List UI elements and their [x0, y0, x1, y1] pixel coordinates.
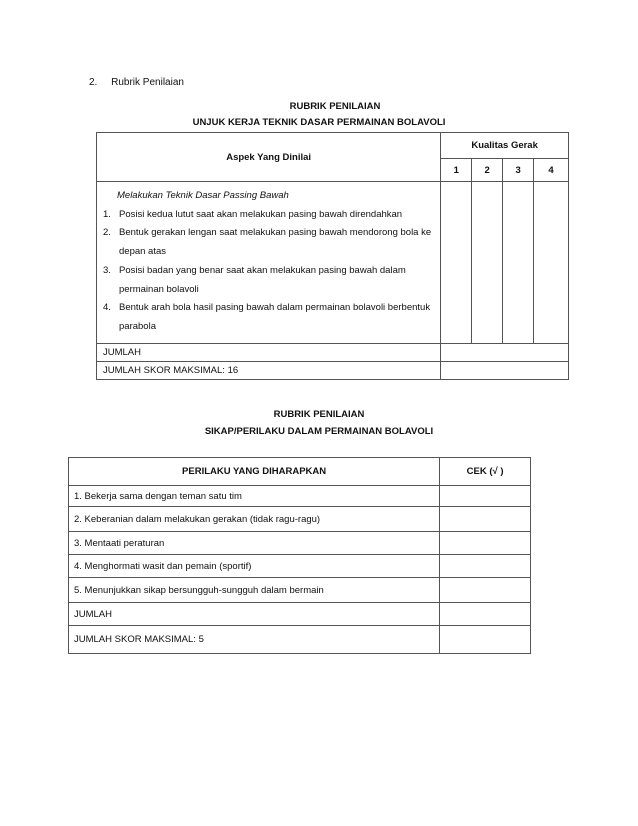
rubric1-title: RUBRIK PENILAIAN — [289, 101, 381, 112]
rubric1-subtitle: UNJUK KERJA TEKNIK DASAR PERMAINAN BOLAVOLI — [192, 117, 446, 128]
header-cek: CEK (√ ) — [440, 458, 531, 486]
aspect-item: 2. Bentuk gerakan lengan saat melakukan pasing bawah mendorong bola ke depan atas — [103, 227, 432, 258]
jumlah-label: JUMLAH — [69, 603, 440, 626]
aspect-list — [97, 182, 441, 344]
score-header: 3 — [503, 159, 534, 182]
jumlah-label: JUMLAH — [97, 343, 441, 361]
jumlah-value[interactable] — [441, 343, 569, 361]
behavior-item: 1. Bekerja sama dengan teman satu tim — [69, 486, 440, 507]
rubric2-subtitle: SIKAP/PERILAKU DALAM PERMAINAN BOLAVOLI — [204, 426, 434, 437]
behavior-item: 4. Menghormati wasit dan pemain (sportif) — [69, 555, 440, 578]
skor-maks-value[interactable] — [440, 626, 531, 654]
score-header: 4 — [534, 159, 569, 182]
aspect-title: Melakukan Teknik Dasar Passing Bawah — [117, 190, 289, 201]
rubric2-title: RUBRIK PENILAIAN — [273, 409, 365, 420]
rubric2-table — [68, 457, 531, 654]
skor-maks-label: JUMLAH SKOR MAKSIMAL: 5 — [69, 626, 440, 654]
behavior-item: 5. Menunjukkan sikap bersungguh-sungguh dalam bermain — [69, 578, 440, 603]
score-header: 1 — [441, 159, 472, 182]
score-cell[interactable] — [503, 182, 534, 344]
check-cell[interactable] — [440, 532, 531, 555]
behavior-item: 2. Keberanian dalam melakukan gerakan (tidak ragu-ragu) — [69, 507, 440, 532]
check-cell[interactable] — [440, 486, 531, 507]
header-perilaku: PERILAKU YANG DIHARAPKAN — [69, 458, 440, 486]
section-title: Rubrik Penilaian — [111, 77, 184, 88]
rubric1-table — [96, 132, 569, 380]
aspect-item: 3. Posisi badan yang benar saat akan melakukan pasing bawah dalam permainan bolavoli — [103, 264, 406, 295]
section-number: 2. — [89, 77, 98, 88]
behavior-item: 3. Mentaati peraturan — [69, 532, 440, 555]
score-cell[interactable] — [472, 182, 503, 344]
aspect-item: 4. Bentuk arah bola hasil pasing bawah dalam permainan bolavoli berbentuk parabola — [103, 302, 431, 332]
skor-maks-value[interactable] — [441, 361, 569, 379]
check-cell[interactable] — [440, 578, 531, 603]
section-heading — [89, 77, 184, 88]
header-kualitas: Kualitas Gerak — [441, 133, 569, 159]
check-cell[interactable] — [440, 507, 531, 532]
header-aspek: Aspek Yang Dinilai — [97, 133, 441, 182]
check-cell[interactable] — [440, 555, 531, 578]
score-header: 2 — [472, 159, 503, 182]
score-cell[interactable] — [441, 182, 472, 344]
skor-maks-label: JUMLAH SKOR MAKSIMAL: 16 — [97, 361, 441, 379]
jumlah-value[interactable] — [440, 603, 531, 626]
aspect-item: 1. Posisi kedua lutut saat akan melakukan pasing bawah direndahkan — [103, 208, 403, 220]
score-cell[interactable] — [534, 182, 569, 344]
